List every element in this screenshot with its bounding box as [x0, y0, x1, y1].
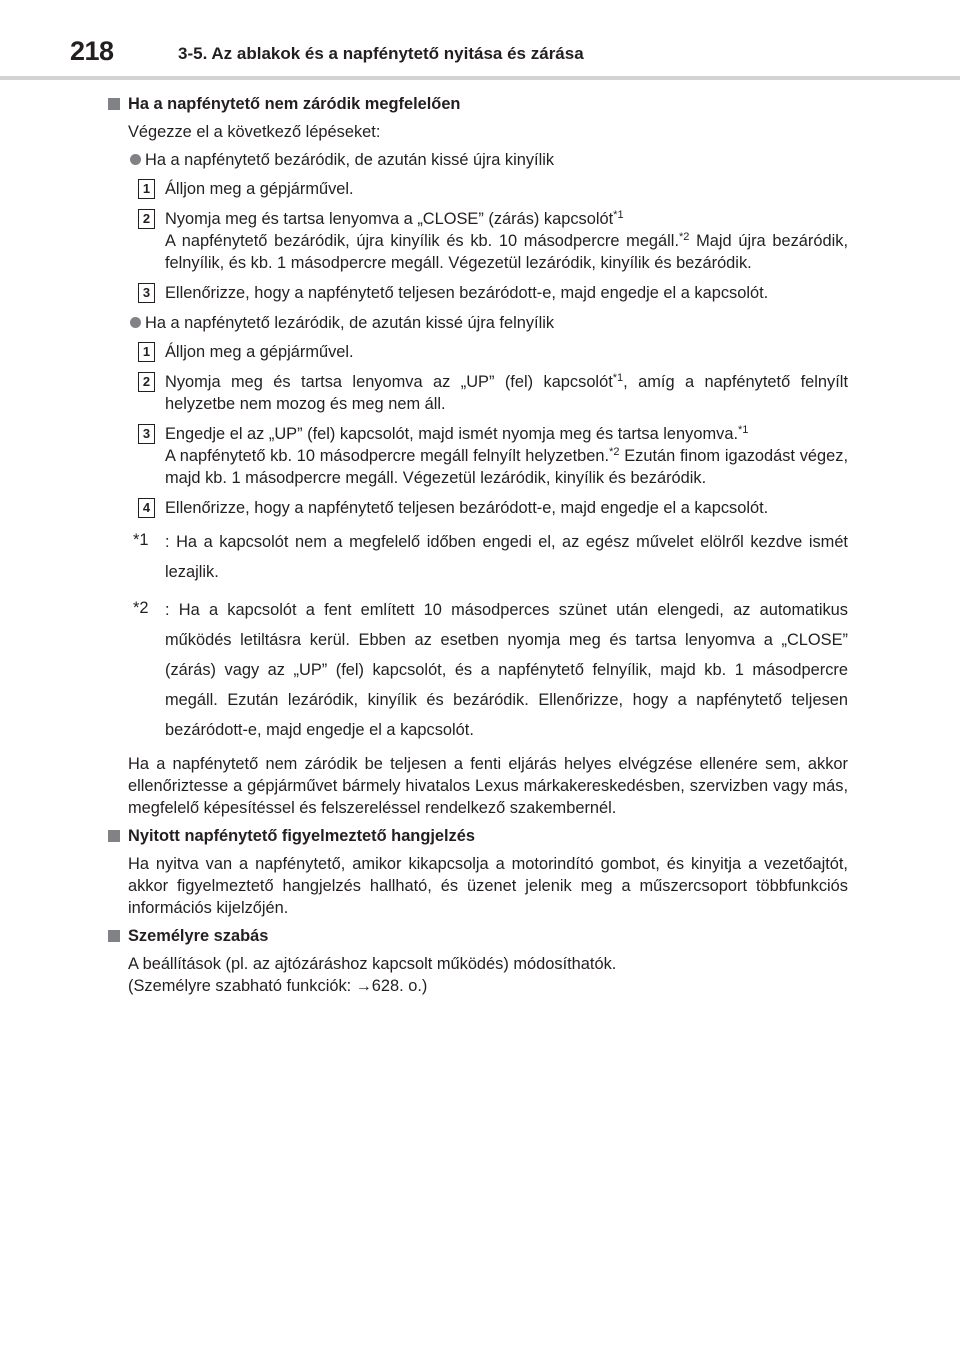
- step-text: Álljon meg a gépjárművel.: [165, 180, 354, 198]
- square-bullet-icon: [108, 930, 120, 942]
- header-divider: [0, 76, 960, 80]
- step-text: , amíg a napfénytető felnyílt helyzetbe nem mozog és meg nem áll.: [165, 373, 848, 413]
- section-text: Ha nyitva van a napfénytető, amikor kikapcsolja a motorindító gombot, és kinyitja a vezetőajtót, akkor figyelmeztető hangjelzés hallható, és üzenet jelenik meg a műszercsoport többfunkciós információs kijelzőjén.: [128, 855, 848, 917]
- step-item: [108, 371, 848, 415]
- step-text: Nyomja meg és tartsa lenyomva az „UP” (fel) kapcsolót: [165, 373, 613, 391]
- step-text: Ellenőrizze, hogy a napfénytető teljesen bezáródott-e, majd engedje el a kapcsolót.: [165, 499, 769, 517]
- arrow-icon: →: [355, 978, 372, 995]
- footnote-mark: *1: [133, 531, 149, 549]
- step-text: Majd újra bezáródik, felnyílik, és kb. 1 másodpercre megáll. Végezetül lezáródik, kinyílik és bezáródik.: [165, 232, 848, 272]
- section-title: Ha a napfénytető nem záródik megfelelően: [128, 95, 461, 113]
- page-ref-link[interactable]: 628. o.): [371, 977, 428, 995]
- step-number: 4: [138, 498, 155, 518]
- step-text: A napfénytető bezáródik, újra kinyílik és kb. 10 másodpercre megáll.: [165, 232, 680, 250]
- footnote-ref: *1: [738, 424, 749, 436]
- section-title: Nyitott napfénytető figyelmeztető hangjelzés: [128, 827, 475, 845]
- footnote-text: : Ha a kapcsolót nem a megfelelő időben engedi el, az egész művelet elölről kezdve ismét lezajlik.: [165, 533, 848, 581]
- page-header: [0, 30, 960, 76]
- step-number: 3: [138, 424, 155, 444]
- intro-text: Végezze el a következő lépéseket:: [128, 123, 381, 141]
- section-heading: [108, 825, 848, 847]
- footnote-ref: *1: [612, 372, 624, 384]
- step-text: Nyomja meg és tartsa lenyomva a „CLOSE” (zárás) kapcsolót: [165, 210, 614, 228]
- step-number: 1: [138, 342, 155, 362]
- section-heading: [108, 93, 848, 115]
- page-content: [108, 90, 848, 1004]
- step-item: [108, 282, 848, 304]
- step-text: Álljon meg a gépjárművel.: [165, 343, 354, 361]
- step-item: [108, 208, 848, 274]
- footnote-ref: *2: [609, 446, 620, 458]
- footnote-ref: *2: [679, 231, 690, 243]
- case-title: Ha a napfénytető bezáródik, de azután kissé újra kinyílik: [145, 151, 555, 169]
- circle-bullet-icon: [130, 154, 141, 165]
- chapter-title: 3-5. Az ablakok és a napfénytető nyitása és zárása: [178, 44, 584, 63]
- step-number: 2: [138, 372, 155, 392]
- closing-text: Ha a napfénytető nem záródik be teljesen a fenti eljárás helyes elvégzése ellenére sem, akkor ellenőriztesse a gépjárművet bármely hivatalos Lexus márkakereskedésben, szervizben vagy más, megfelelő képesítéssel és felszereléssel rendelkező szakembernél.: [128, 755, 848, 817]
- step-item: [108, 423, 848, 489]
- step-text: A napfénytető kb. 10 másodpercre megáll felnyílt helyzetben.: [165, 447, 610, 465]
- footnote-mark: *2: [133, 599, 149, 617]
- footnote: [108, 527, 848, 587]
- case-title: Ha a napfénytető lezáródik, de azután kissé újra felnyílik: [145, 314, 555, 332]
- step-item: [108, 341, 848, 363]
- step-text: Ellenőrizze, hogy a napfénytető teljesen bezáródott-e, majd engedje el a kapcsolót.: [165, 284, 769, 302]
- square-bullet-icon: [108, 830, 120, 842]
- customization-text: A beállítások (pl. az ajtózáráshoz kapcsolt működés) módosíthatók.: [128, 955, 617, 973]
- step-text: Ezután finom igazodást végez, majd kb. 1 másodpercre megáll. Végezetül lezáródik, kinyílik és bezáródik.: [165, 447, 849, 487]
- circle-bullet-icon: [130, 317, 141, 328]
- section-heading: [108, 925, 848, 947]
- page-number: 218: [70, 36, 114, 66]
- section-title: Személyre szabás: [128, 927, 269, 945]
- case-heading: [108, 149, 848, 171]
- step-number: 1: [138, 179, 155, 199]
- square-bullet-icon: [108, 98, 120, 110]
- case-heading: [108, 312, 848, 334]
- step-item: [108, 178, 848, 200]
- footnote: [108, 595, 848, 745]
- step-text: Engedje el az „UP” (fel) kapcsolót, majd ismét nyomja meg és tartsa lenyomva.: [165, 425, 738, 443]
- customization-ref: (Személyre szabható funkciók:: [128, 977, 356, 995]
- step-item: [108, 497, 848, 519]
- step-number: 2: [138, 209, 155, 229]
- section-text: [108, 953, 848, 998]
- footnote-ref: *1: [613, 209, 624, 221]
- footnote-text: : Ha a kapcsolót a fent említett 10 másodperces szünet után elengedi, az automatikus működés letiltásra kerül. Ebben az esetben nyomja meg és tartsa lenyomva a „CLOSE” (zárás) vagy az „UP” (fel) kapcsolót, és a napfénytető felnyílik, majd kb. 1 másodpercre megáll. Ezután lezáródik, kinyílik és bezáródik. Ellenőrizze, hogy a napfénytető teljesen bezáródott-e, majd engedje el a kapcsolót.: [165, 601, 848, 739]
- step-number: 3: [138, 283, 155, 303]
